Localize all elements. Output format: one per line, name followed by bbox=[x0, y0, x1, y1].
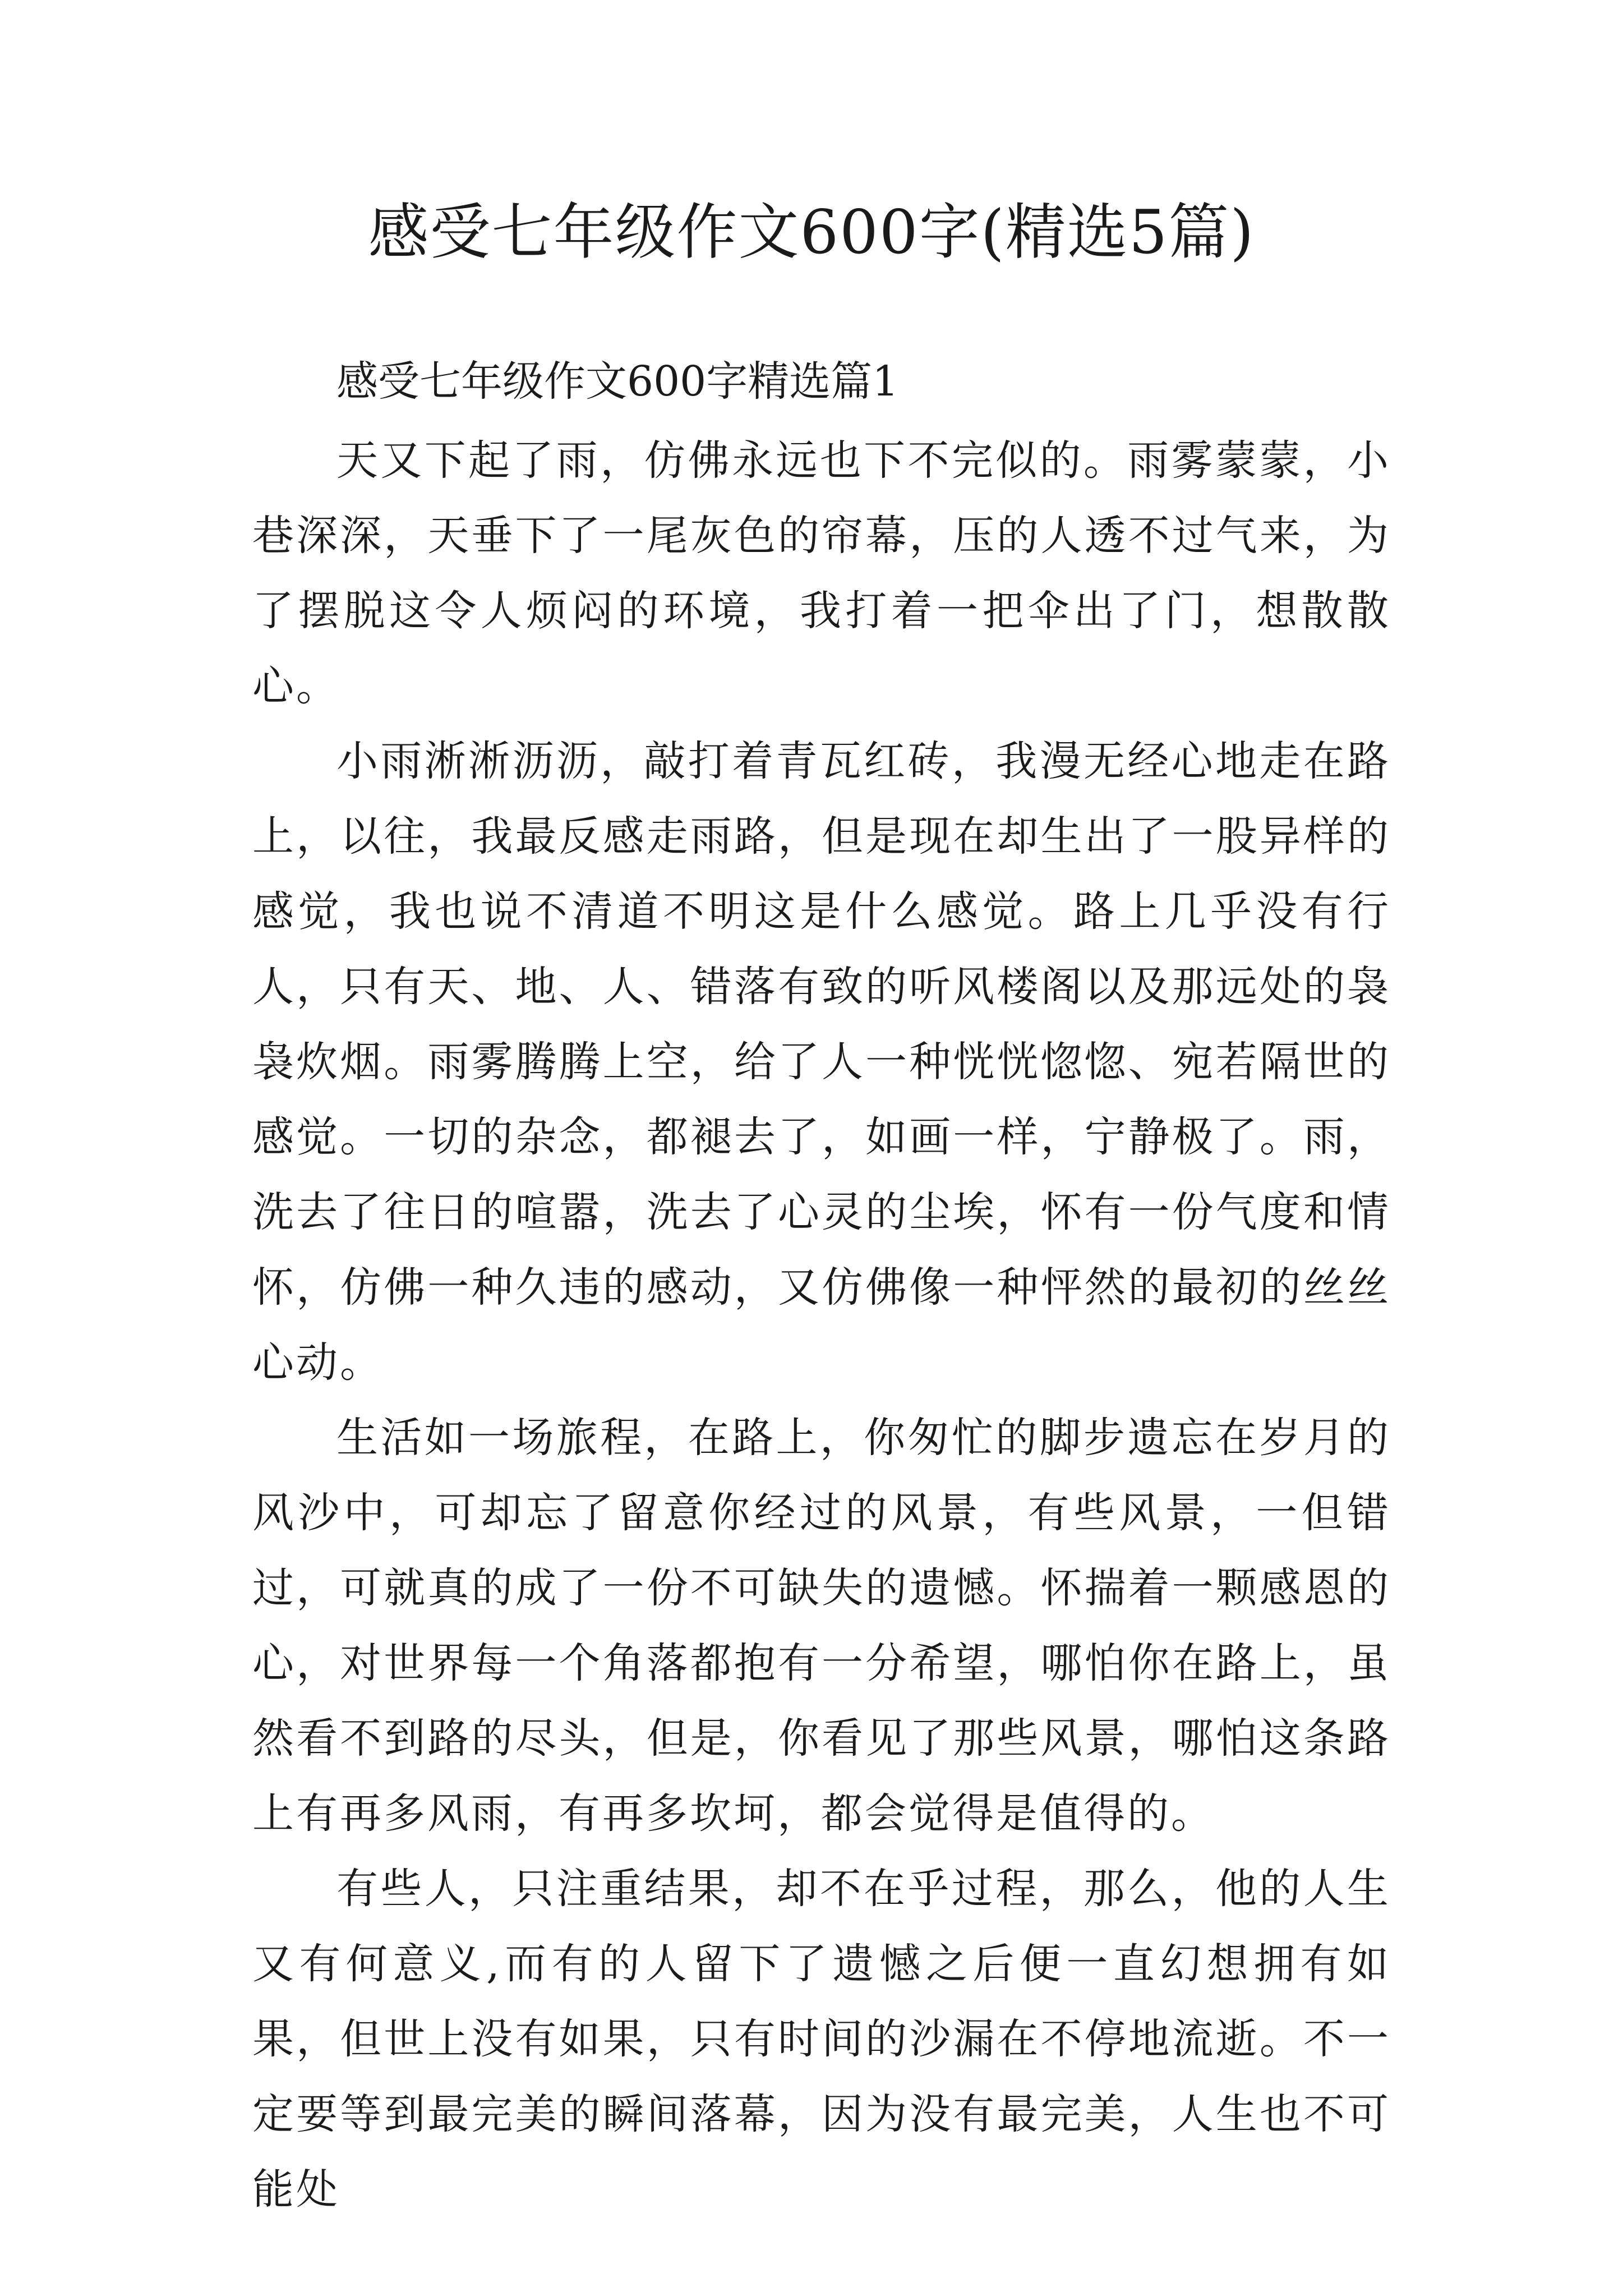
paragraph-3: 生活如一场旅程，在路上，你匆忙的脚步遗忘在岁月的风沙中，可却忘了留意你经过的风景，有些风景，一但错过，可就真的成了一份不可缺失的遗憾。怀揣着一颗感恩的心，对世界每一个角落都抱有一分希望，哪怕你在路上，虽然看不到路的尽头，但是，你看见了那些风景，哪怕这条路上有再多风雨，有再多坎坷，都会觉得是值得的。 bbox=[252, 1414, 1391, 1838]
paragraph-1: 天又下起了雨，仿佛永远也下不完似的。雨雾蒙蒙，小巷深深，天垂下了一尾灰色的帘幕，压的人透不过气来，为了摆脱这令人烦闷的环境，我打着一把伞出了门，想散散心。 bbox=[252, 436, 1391, 710]
document-title: 感受七年级作文600字(精选5篇) bbox=[368, 197, 1255, 268]
paragraph-4: 有些人，只注重结果，却不在乎过程，那么，他的人生又有何意义,而有的人留下了遗憾之后便一直幻想拥有如果，但世上没有如果，只有时间的沙漏在不停地流逝。不一定要等到最完美的瞬间落幕，因为没有最完美，人生也不可能处 bbox=[252, 1865, 1391, 2214]
section-heading: 感受七年级作文600字精选篇1 bbox=[336, 357, 899, 406]
document-body bbox=[252, 340, 1391, 2227]
paragraph-2: 小雨淅淅沥沥，敲打着青瓦红砖，我漫无经心地走在路上，以往，我最反感走雨路，但是现在却生出了一股异样的感觉，我也说不清道不明这是什么感觉。路上几乎没有行人，只有天、地、人、错落有致的听风楼阁以及那远处的袅袅炊烟。雨雾腾腾上空，给了人一种恍恍惚惚、宛若隔世的感觉。一切的杂念，都褪去了，如画一样，宁静极了。雨，洗去了往日的喧嚣，洗去了心灵的尘埃，怀有一份气度和情怀，仿佛一种久违的感动，又仿佛像一种怦然的最初的丝丝心动。 bbox=[252, 737, 1391, 1387]
